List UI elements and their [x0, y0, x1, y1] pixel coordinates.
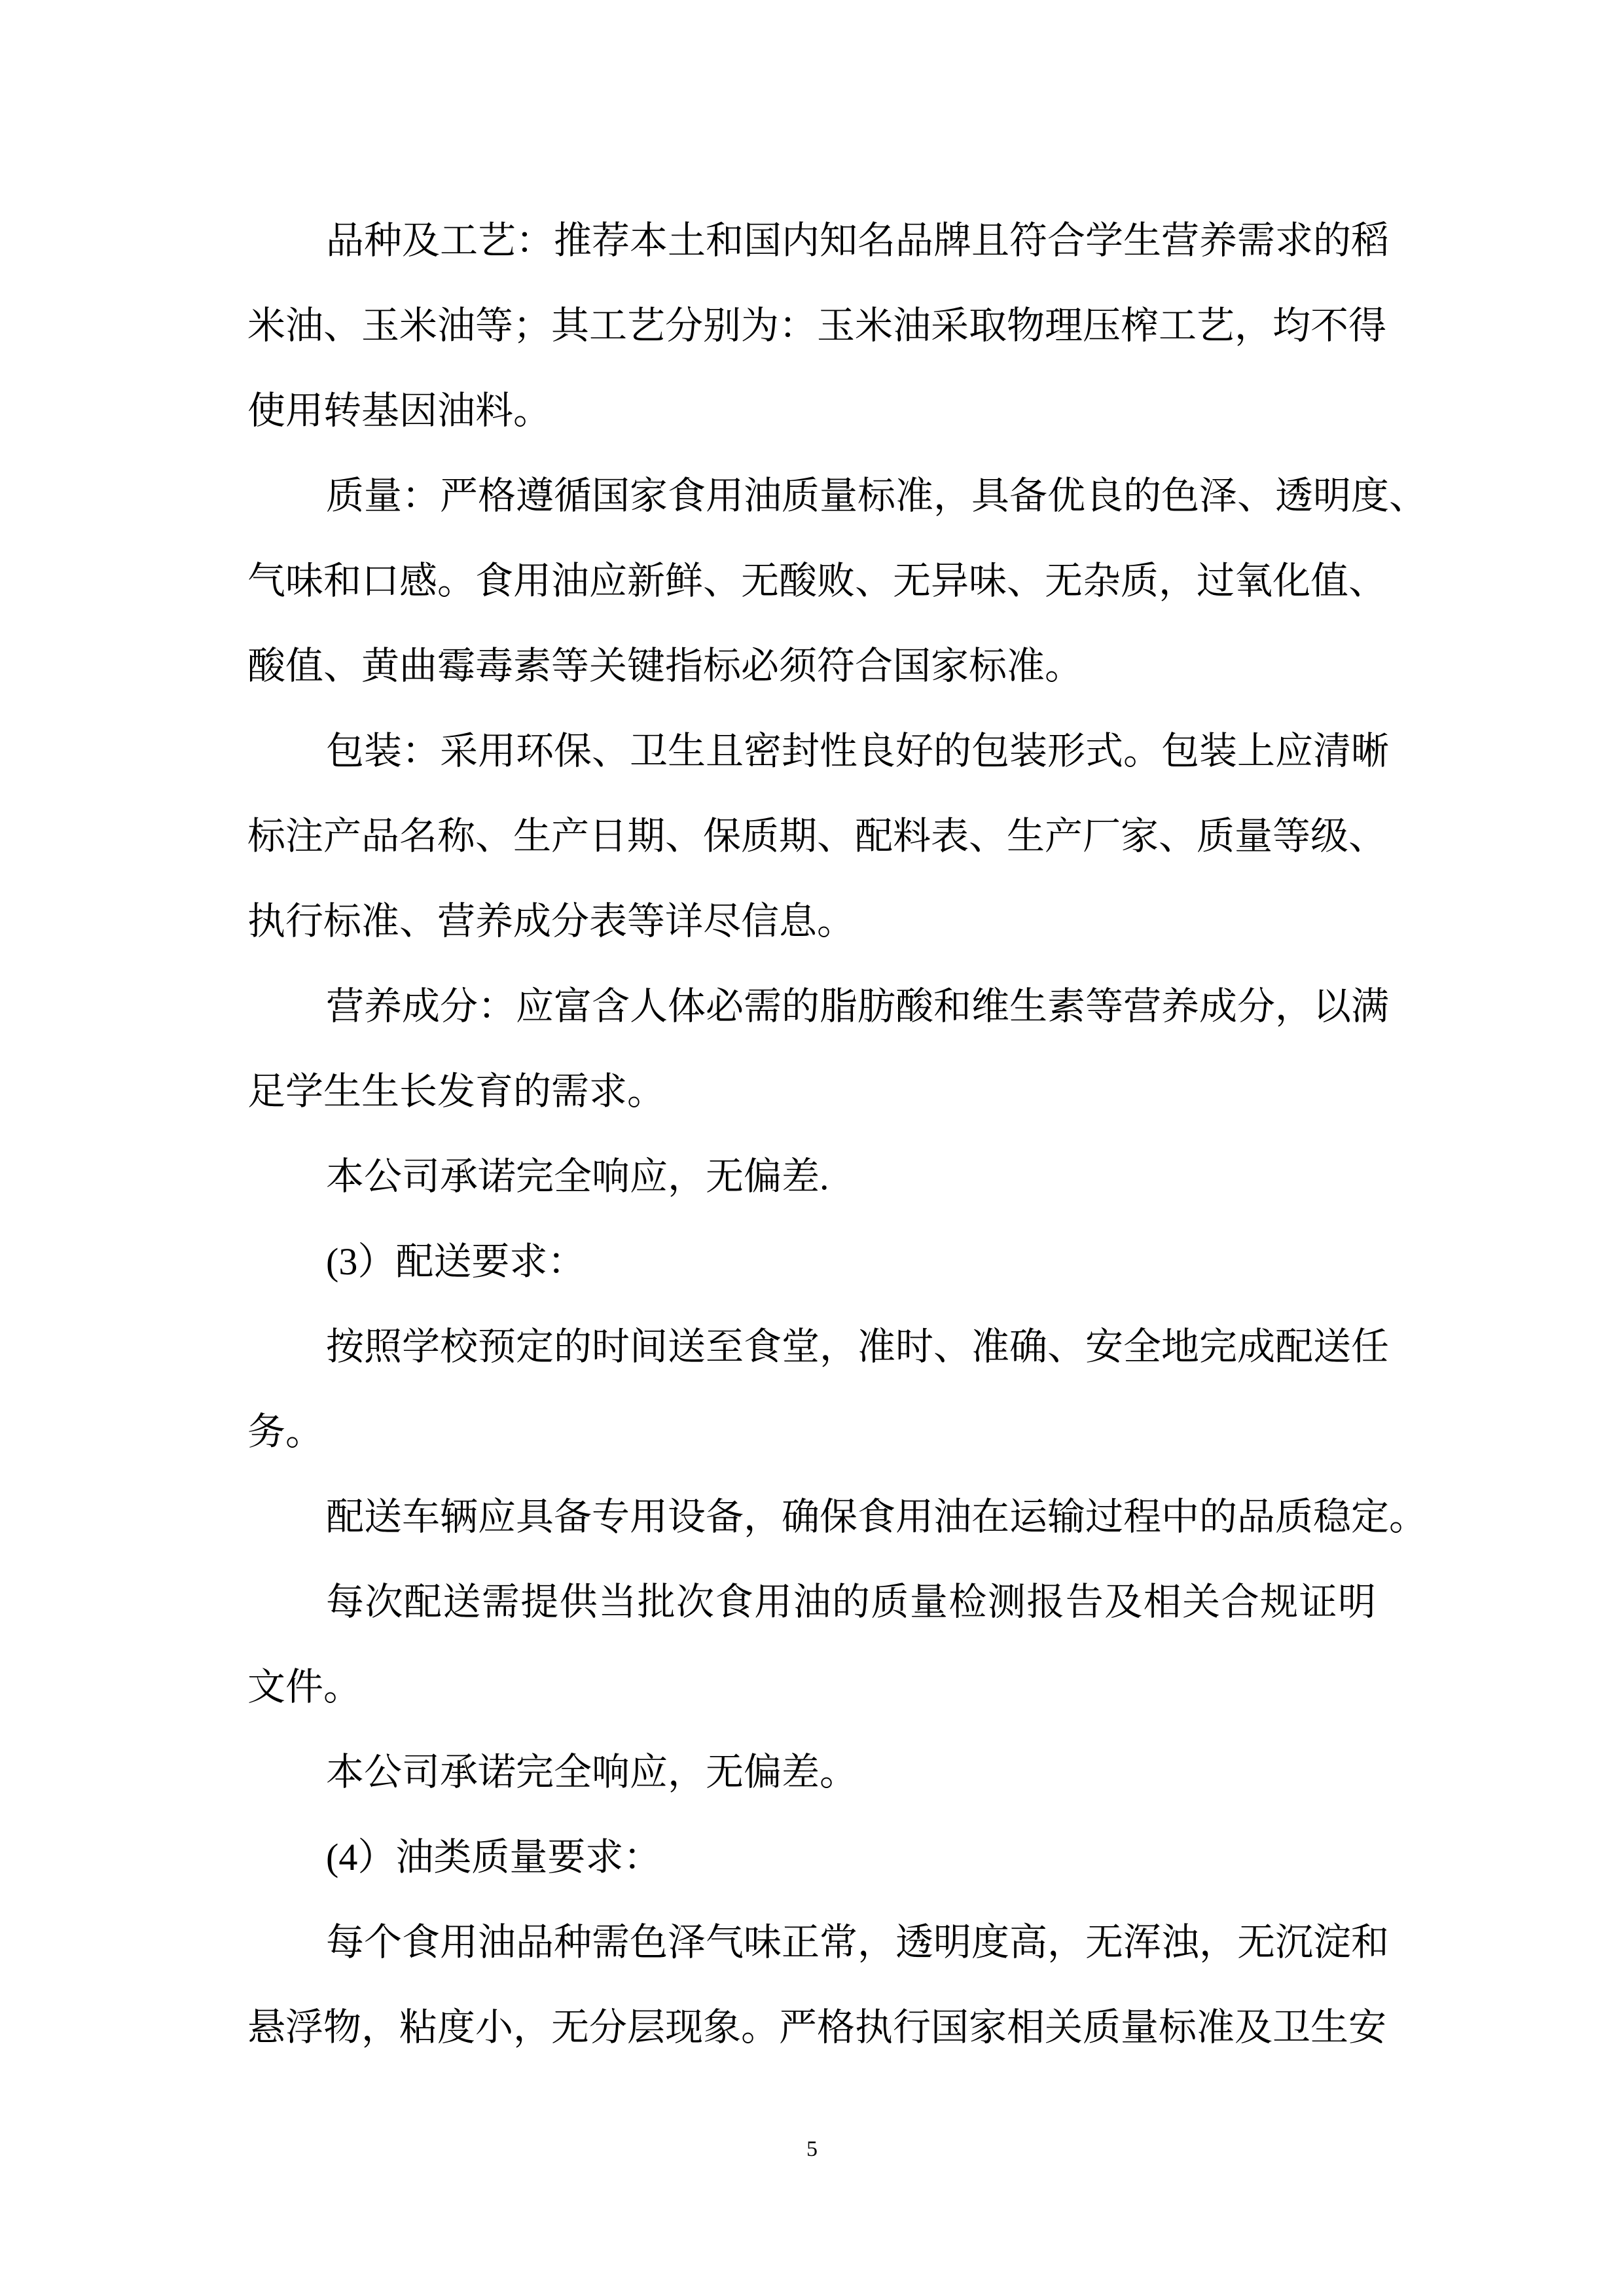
paragraph-packaging-line-3: 执行标准、营养成分表等详尽信息。: [247, 900, 856, 942]
paragraph-quality-line-1: 质量：严格遵循国家食用油质量标准，具备优良的色泽、透明度、: [326, 475, 1428, 517]
paragraph-variety-process-line-1: 品种及工艺：推荐本土和国内知名品牌且符合学生营养需求的稻: [326, 219, 1390, 262]
paragraph-nutrition-line-1: 营养成分：应富含人体必需的脂肪酸和维生素等营养成分，以满: [326, 985, 1390, 1028]
commitment-statement-1: 本公司承诺完全响应，无偏差.: [326, 1155, 829, 1198]
paragraph-packaging-line-1: 包装：采用环保、卫生且密封性良好的包装形式。包装上应清晰: [326, 730, 1390, 772]
paragraph-nutrition-line-2: 足学生生长发育的需求。: [247, 1070, 666, 1113]
paragraph-delivery-time-line-1: 按照学校预定的时间送至食堂，准时、准确、安全地完成配送任: [326, 1325, 1390, 1368]
paragraph-oil-quality-line-1: 每个食用油品种需色泽气味正常，透明度高，无浑浊，无沉淀和: [326, 1921, 1390, 1964]
paragraph-quality-line-3: 酸值、黄曲霉毒素等关键指标必须符合国家标准。: [247, 645, 1083, 687]
page-number: 5: [806, 2137, 818, 2161]
paragraph-delivery-report-line-2: 文件。: [247, 1666, 362, 1708]
paragraph-variety-process-line-2: 米油、玉米油等；其工艺分别为：玉米油采取物理压榨工艺，均不得: [247, 304, 1387, 347]
paragraph-oil-quality-line-2: 悬浮物，粘度小，无分层现象。严格执行国家相关质量标准及卫生安: [247, 2006, 1387, 2049]
paragraph-quality-line-2: 气味和口感。食用油应新鲜、无酸败、无异味、无杂质，过氧化值、: [247, 560, 1387, 602]
paragraph-delivery-report-line-1: 每次配送需提供当批次食用油的质量检测报告及相关合规证明: [326, 1581, 1376, 1623]
commitment-statement-2: 本公司承诺完全响应，无偏差。: [326, 1751, 858, 1793]
paragraph-packaging-line-2: 标注产品名称、生产日期、保质期、配料表、生产厂家、质量等级、: [247, 815, 1387, 857]
paragraph-variety-process-line-3: 使用转基因油料。: [247, 389, 552, 432]
section-heading-oil-quality: (4）油类质量要求：: [326, 1836, 662, 1878]
paragraph-delivery-vehicle: 配送车辆应具备专用设备，确保食用油在运输过程中的品质稳定。: [326, 1496, 1428, 1538]
body-text: [247, 208, 1428, 2080]
paragraph-delivery-time-line-2: 务。: [247, 1410, 324, 1453]
section-heading-delivery: (3）配送要求：: [326, 1240, 586, 1283]
